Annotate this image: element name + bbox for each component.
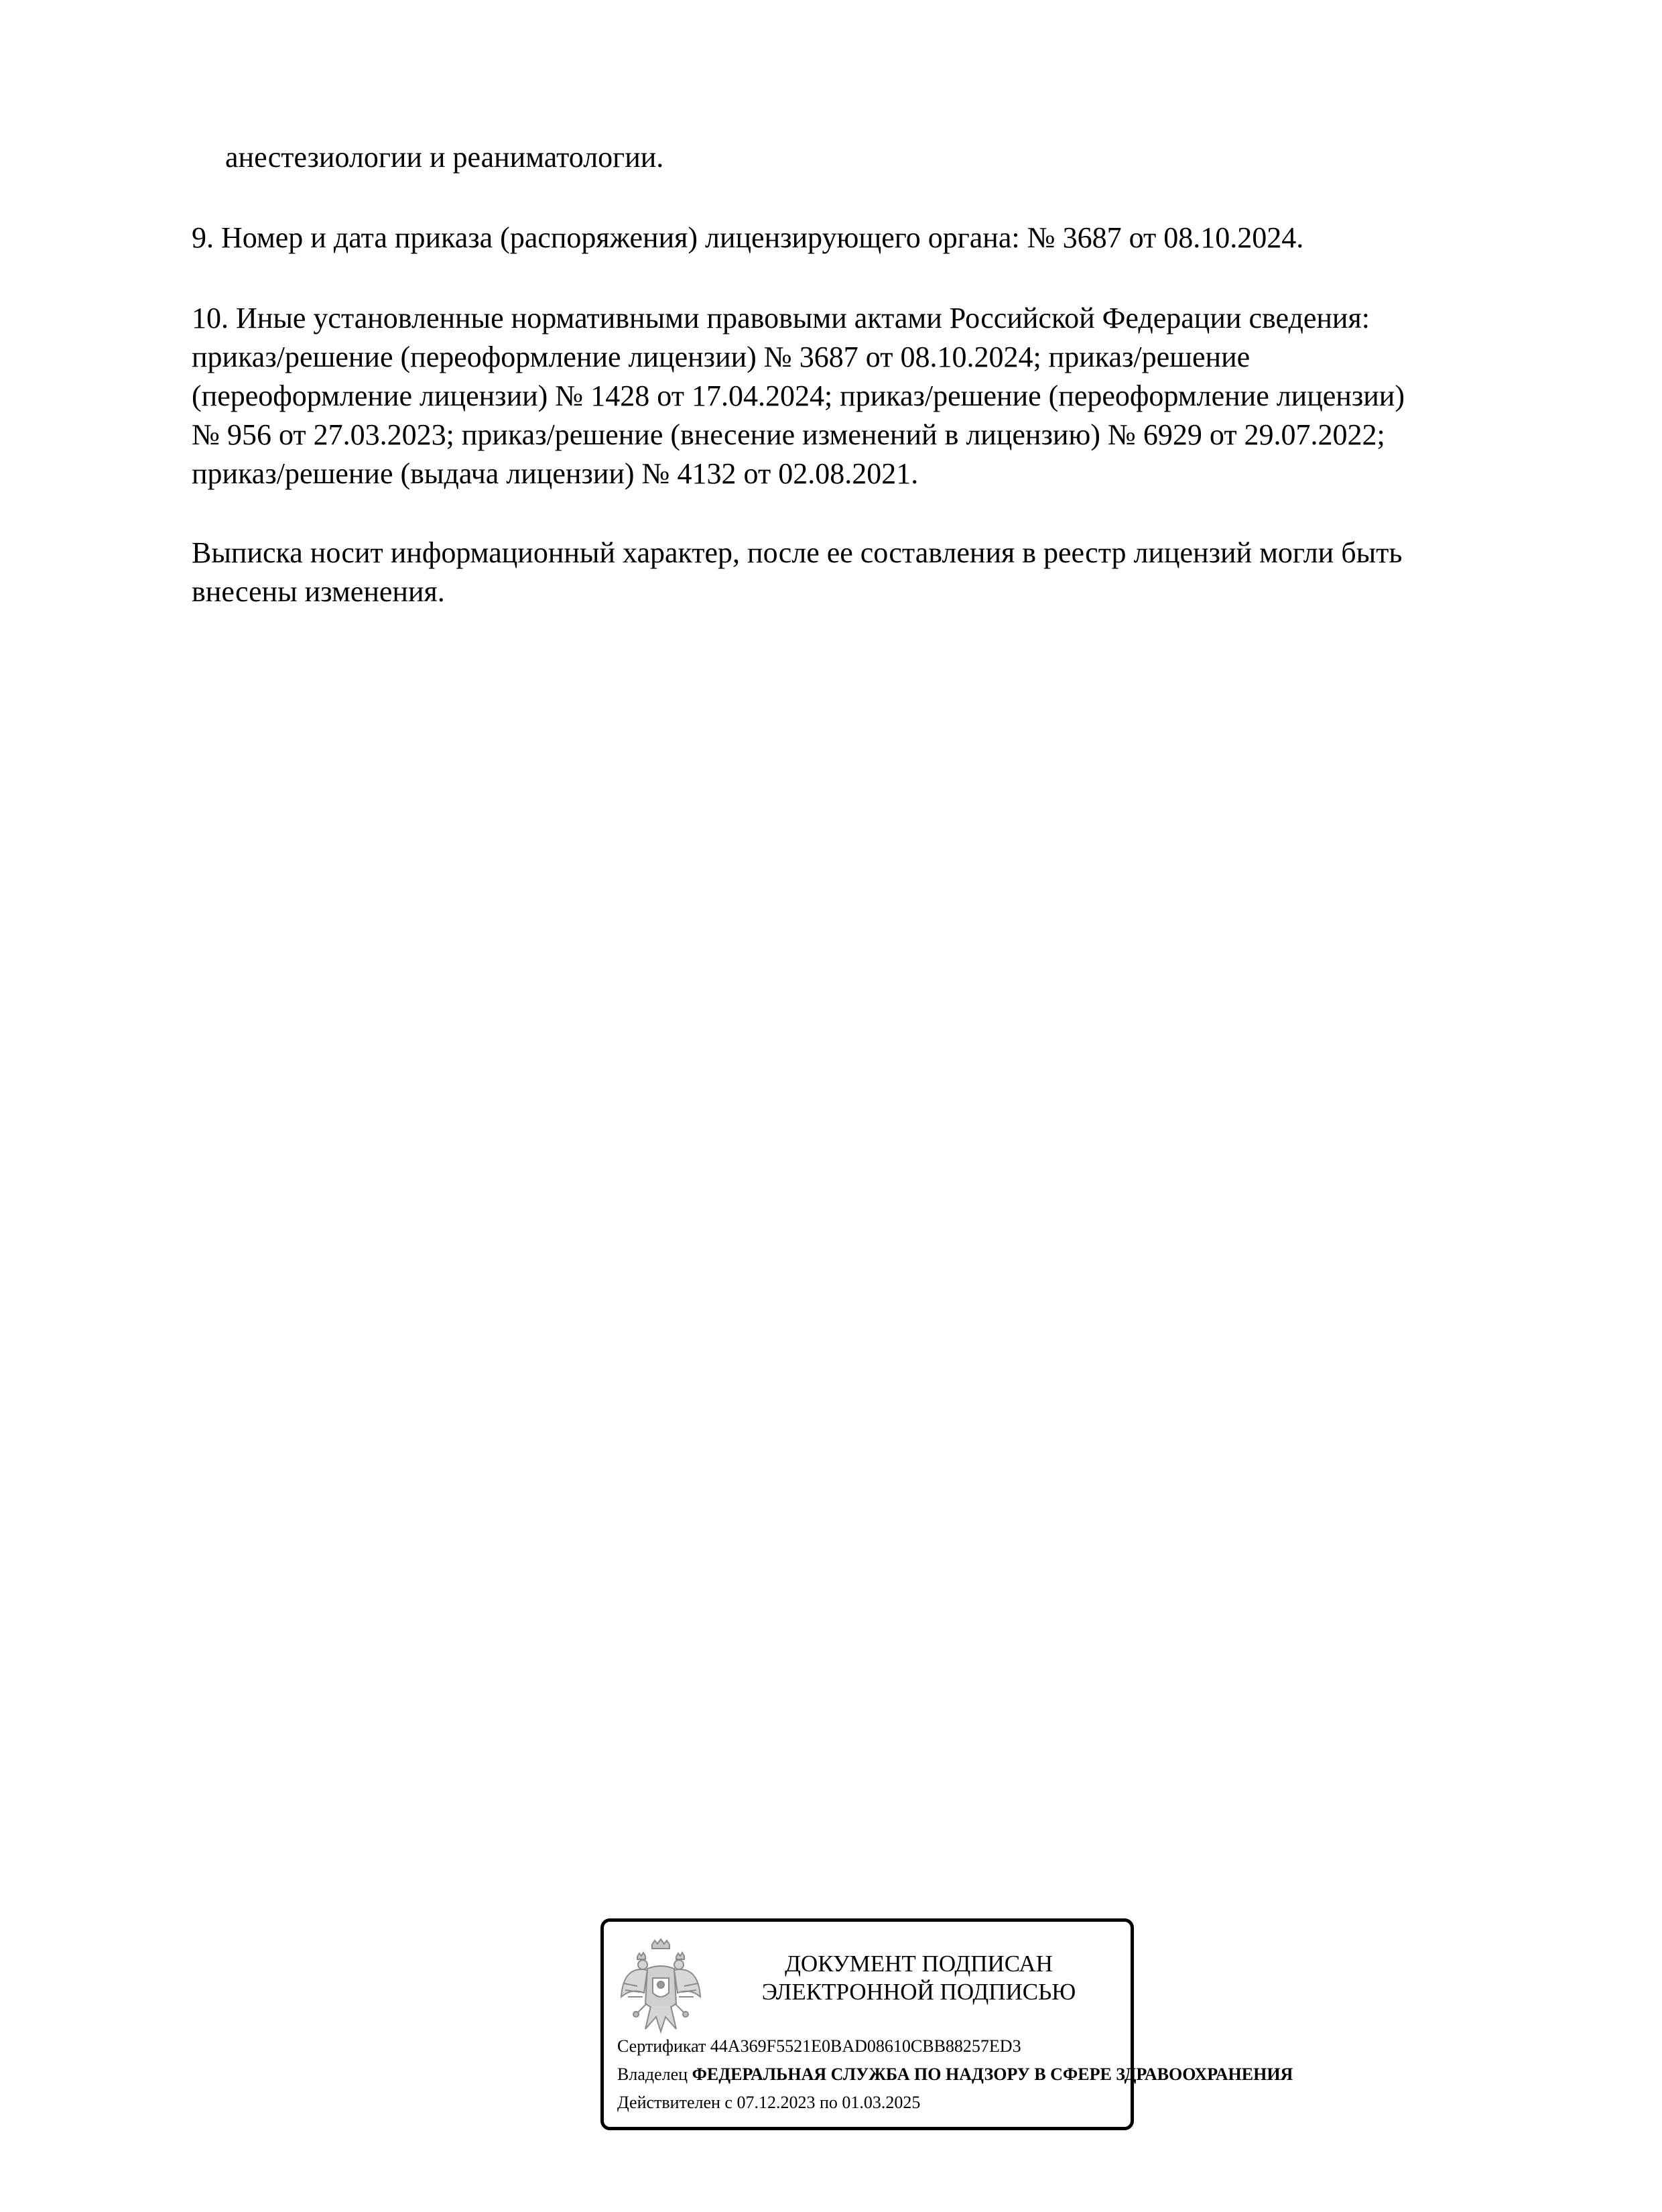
certificate-line (617, 2036, 1021, 2057)
item-10-line: (переоформление лицензии) № 1428 от 17.04.2024; приказ/решение (переоформление лицензии) (192, 379, 1405, 412)
item-10-line: приказ/решение (выдача лицензии) № 4132 от 02.08.2021. (192, 457, 919, 490)
certificate-value: 44A369F5521E0BAD08610CBB88257ED3 (710, 2036, 1021, 2056)
item-10-other-info (192, 299, 1545, 493)
validity-line: Действителен с 07.12.2023 по 01.03.2025 (617, 2093, 921, 2112)
item-10-line: № 956 от 27.03.2023; приказ/решение (внесение изменений в лицензию) № 6929 от 29.07.2022; (192, 418, 1385, 451)
note-line: внесены изменения. (192, 575, 445, 608)
continued-paragraph-line: анестезиологии и реаниматологии. (225, 141, 664, 174)
stamp-title (718, 1950, 1120, 2006)
stamp-title-line-2: ЭЛЕКТРОННОЙ ПОДПИСЬЮ (761, 1979, 1076, 2005)
certificate-label: Сертификат (617, 2036, 706, 2056)
informational-note (192, 534, 1545, 611)
note-line: Выписка носит информационный характер, после ее составления в реестр лицензий могли быть (192, 536, 1403, 569)
owner-label: Владелец (617, 2065, 688, 2084)
stamp-title-line-1: ДОКУМЕНТ ПОДПИСАН (785, 1951, 1053, 1977)
item-10-line: 10. Иные установленные нормативными правовыми актами Российской Федерации сведения: (192, 302, 1370, 334)
item-9-order-number: 9. Номер и дата приказа (распоряжения) лицензирующего органа: № 3687 от 08.10.2024. (192, 221, 1304, 254)
owner-value: ФЕДЕРАЛЬНАЯ СЛУЖБА ПО НАДЗОРУ В СФЕРЕ ЗДРАВООХРАНЕНИЯ (692, 2065, 1293, 2084)
electronic-signature-stamp (600, 1918, 1293, 2130)
owner-line (617, 2064, 1293, 2085)
item-10-line: приказ/решение (переоформление лицензии) № 3687 от 08.10.2024; приказ/решение (192, 341, 1251, 373)
double-headed-eagle-emblem-icon (617, 1937, 704, 2037)
